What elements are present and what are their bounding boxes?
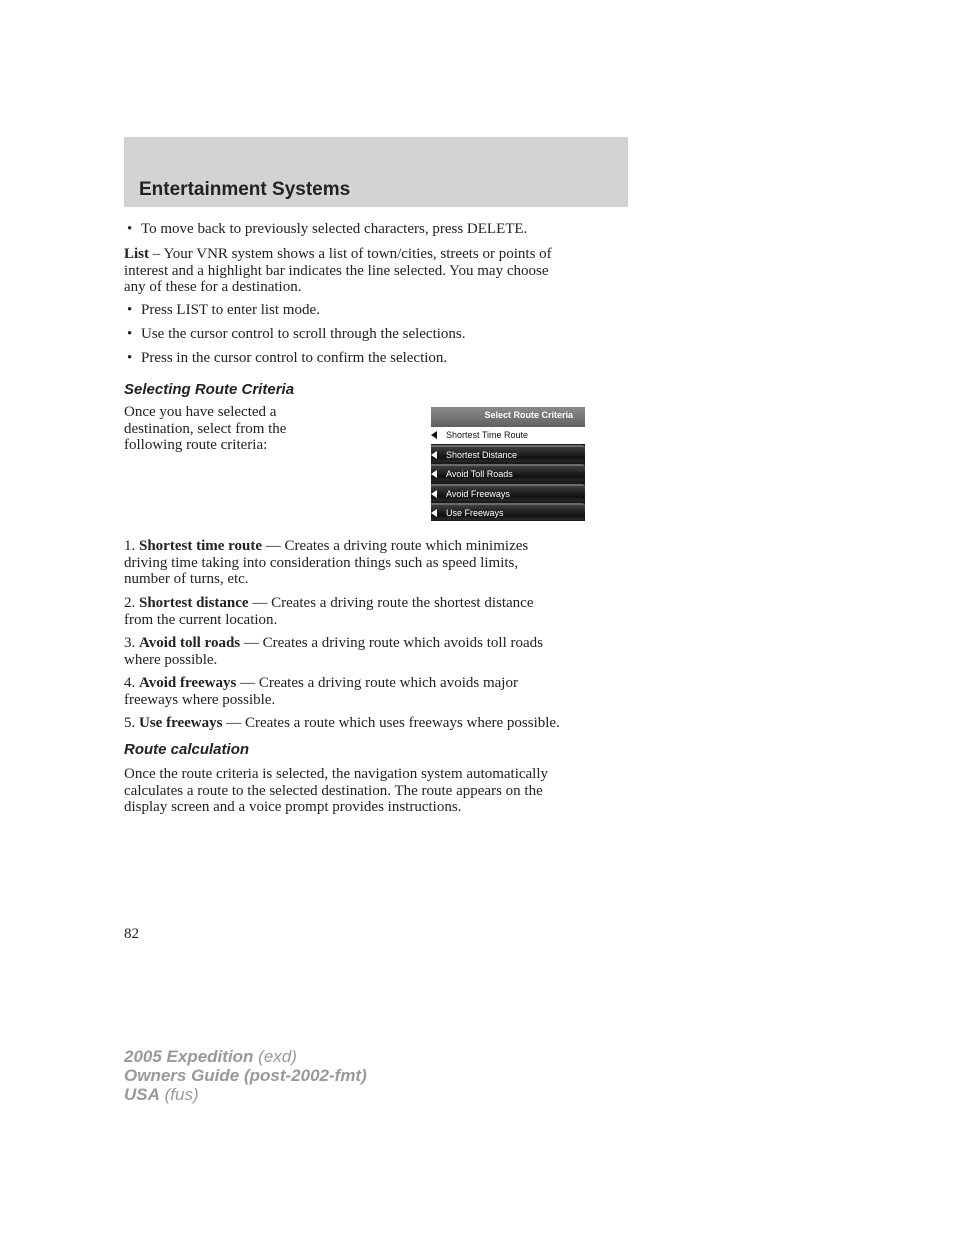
screen-title-bar bbox=[431, 407, 585, 427]
bullet-text: Press LIST to enter list mode. bbox=[141, 302, 320, 318]
menu-item-avoid-freeways bbox=[431, 484, 585, 501]
criteria-number: 4. bbox=[124, 675, 136, 691]
menu-item-shortest-time-route bbox=[431, 427, 585, 444]
route-calculation-paragraph bbox=[124, 766, 548, 816]
criteria-line: — Creates a driving route which minimizes bbox=[262, 538, 529, 554]
criteria-line: where possible. bbox=[124, 651, 218, 668]
criteria-number: 3. bbox=[124, 635, 136, 651]
criteria-line: freeways where possible. bbox=[124, 691, 276, 708]
left-arrow-icon bbox=[431, 451, 437, 459]
page-number: 82 bbox=[124, 926, 139, 942]
criteria-line: number of turns, etc. bbox=[124, 571, 249, 587]
footer-model: 2005 Expedition bbox=[124, 1047, 254, 1066]
criteria-item-5 bbox=[124, 715, 560, 732]
bullet-text: Use the cursor control to scroll through the selections. bbox=[141, 326, 466, 342]
criteria-line: from the current location. bbox=[124, 611, 278, 628]
footer-model-code: (exd) bbox=[253, 1047, 297, 1066]
criteria-term: Avoid freeways bbox=[139, 675, 237, 691]
criteria-number: 5. bbox=[124, 715, 136, 731]
route-criteria-screen bbox=[431, 407, 585, 521]
intro-line: following route criteria: bbox=[124, 437, 268, 453]
route-calc-line: display screen and a voice prompt provides instructions. bbox=[124, 799, 462, 815]
route-calculation-heading: Route calculation bbox=[124, 741, 250, 758]
criteria-number: 2. bbox=[124, 595, 136, 611]
footer-market-code: (fus) bbox=[159, 1085, 199, 1104]
list-paragraph bbox=[124, 246, 552, 296]
menu-item-label: Avoid Freeways bbox=[446, 489, 510, 499]
list-para-line: – Your VNR system shows a list of town/cities, streets or points of bbox=[149, 246, 552, 262]
criteria-item-1 bbox=[124, 538, 528, 588]
criteria-line: — Creates a driving route the shortest distance bbox=[248, 595, 534, 611]
list-para-line: any of these for a destination. bbox=[124, 279, 302, 295]
menu-item-label: Avoid Toll Roads bbox=[446, 469, 513, 479]
document-footer bbox=[124, 1047, 367, 1104]
criteria-line: — Creates a driving route which avoids major bbox=[236, 675, 518, 691]
left-arrow-icon bbox=[431, 509, 437, 517]
bullet-dot: • bbox=[127, 326, 133, 342]
list-para-line: interest and a highlight bar indicates the line selected. You may choose bbox=[124, 262, 549, 279]
footer-guide: Owners Guide (post-2002-fmt) bbox=[124, 1066, 367, 1085]
left-arrow-icon bbox=[431, 490, 437, 498]
section-header-band bbox=[124, 137, 628, 207]
left-arrow-icon bbox=[431, 431, 437, 439]
footer-market: USA bbox=[124, 1085, 160, 1104]
criteria-term: Shortest time route bbox=[139, 538, 263, 554]
menu-item-label: Shortest Time Route bbox=[446, 430, 529, 440]
route-calc-line: Once the route criteria is selected, the navigation system automatically bbox=[124, 766, 549, 782]
menu-item-avoid-toll-roads bbox=[431, 464, 585, 481]
left-arrow-icon bbox=[431, 470, 437, 478]
criteria-item-2 bbox=[124, 595, 534, 628]
criteria-number: 1. bbox=[124, 538, 136, 554]
list-term: List bbox=[124, 246, 150, 262]
route-criteria-heading: Selecting Route Criteria bbox=[124, 381, 295, 398]
bullet-dot: • bbox=[127, 302, 133, 318]
intro-line: Once you have selected a bbox=[124, 404, 277, 420]
criteria-item-4 bbox=[124, 675, 518, 708]
criteria-line: driving time taking into consideration things such as speed limits, bbox=[124, 554, 519, 571]
route-calc-line: calculates a route to the selected destination. The route appears on the bbox=[124, 782, 543, 799]
criteria-item-3 bbox=[124, 635, 543, 668]
route-criteria-intro bbox=[124, 404, 286, 454]
bullet-text: Press in the cursor control to confirm the selection. bbox=[141, 350, 448, 366]
menu-item-label: Shortest Distance bbox=[446, 450, 518, 460]
menu-item-label: Use Freeways bbox=[446, 508, 504, 518]
menu-item-use-freeways bbox=[431, 503, 585, 520]
criteria-term: Use freeways bbox=[139, 715, 223, 731]
menu-item-shortest-distance bbox=[431, 445, 585, 462]
intro-line: destination, select from the bbox=[124, 420, 287, 437]
criteria-term: Avoid toll roads bbox=[139, 635, 241, 651]
bullet-text: To move back to previously selected characters, press DELETE. bbox=[141, 221, 528, 237]
bullet-dot: • bbox=[127, 350, 133, 366]
bullet-dot: • bbox=[127, 221, 133, 237]
section-title: Entertainment Systems bbox=[139, 179, 351, 200]
criteria-line: — Creates a route which uses freeways where possible. bbox=[222, 715, 560, 731]
criteria-line: — Creates a driving route which avoids toll roads bbox=[240, 635, 543, 651]
screen-title: Select Route Criteria bbox=[484, 410, 573, 420]
criteria-term: Shortest distance bbox=[139, 595, 249, 611]
